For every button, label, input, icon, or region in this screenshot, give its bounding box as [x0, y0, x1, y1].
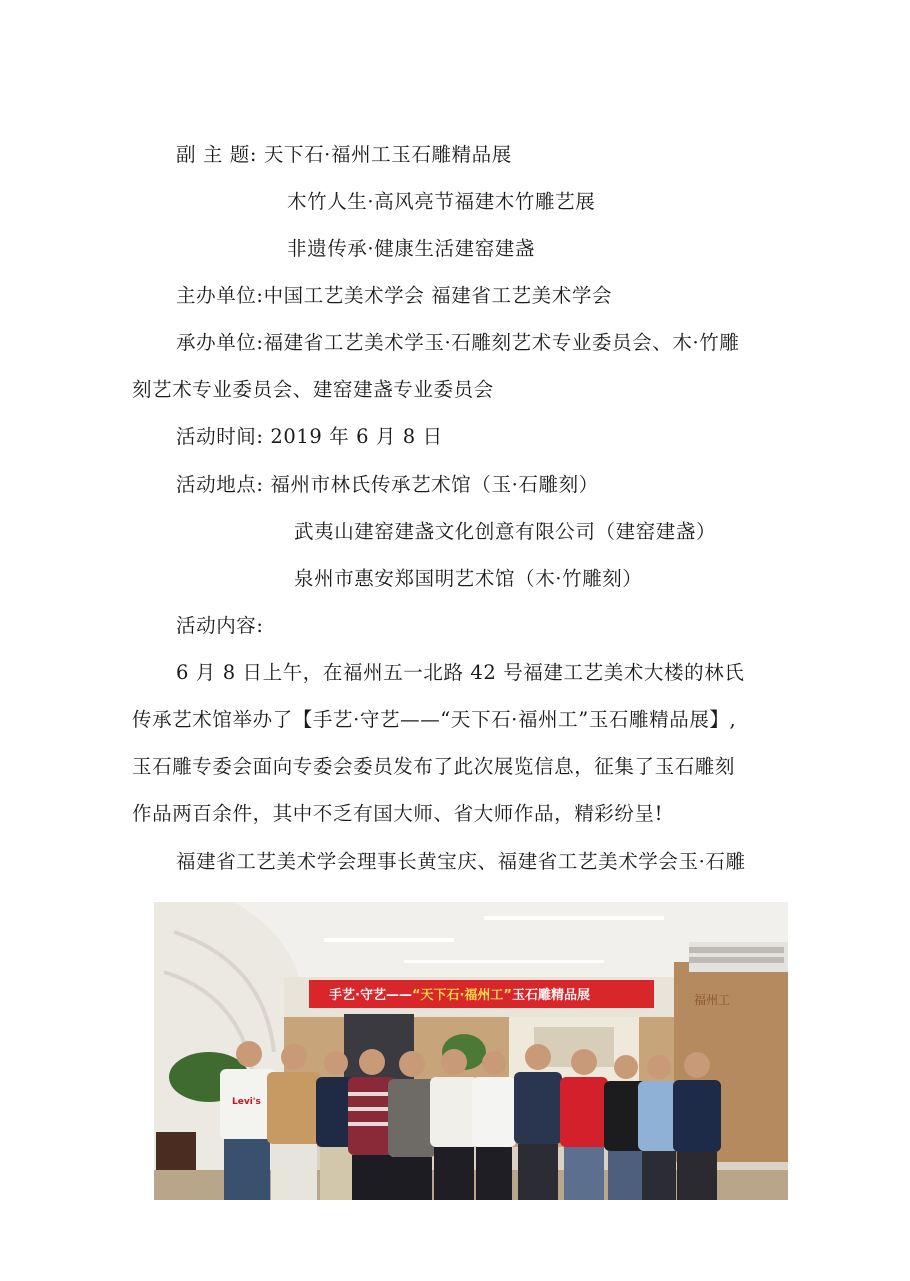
- body-line-1: 6 月 8 日上午，在福州五一北路 42 号福建工艺美术大楼的林氏: [176, 661, 745, 684]
- venue-line-1: 活动地点: 福州市林氏传承艺术馆（玉·石雕刻）: [176, 473, 599, 496]
- body-line-4: 作品两百余件，其中不乏有国大师、省大师作品，精彩纷呈!: [132, 802, 664, 825]
- banner-quote: “天下石·福州工”: [411, 988, 512, 1003]
- banner-suffix: 玉石雕精品展: [511, 988, 590, 1003]
- subtitle-line-3: 非遗传承·健康生活建窑建盏: [287, 237, 535, 260]
- shirt-logo: Levi's: [232, 1097, 261, 1107]
- body-line-2: 传承艺术馆举办了【手艺·守艺——“天下石·福州工”玉石雕精品展】,: [132, 708, 737, 731]
- body-line-3: 玉石雕专委会面向专委会委员发布了此次展览信息，征集了玉石雕刻: [132, 755, 736, 778]
- banner-text: [329, 987, 590, 1003]
- sign-text: 福州工: [694, 993, 731, 1007]
- banner-prefix: 手艺·守艺——: [329, 988, 412, 1003]
- content-heading: 活动内容:: [176, 614, 264, 637]
- body-line-5: 福建省工艺美术学会理事长黄宝庆、福建省工艺美术学会玉·石雕: [176, 850, 746, 873]
- venue-line-2: 武夷山建窑建盏文化创意有限公司（建窑建盏）: [294, 520, 717, 543]
- group-photo: [154, 902, 788, 1200]
- organizer-line: 主办单位:中国工艺美术学会 福建省工艺美术学会: [176, 284, 613, 307]
- event-time-line: 活动时间: 2019 年 6 月 8 日: [176, 425, 443, 448]
- venue-line-3: 泉州市惠安郑国明艺术馆（木·竹雕刻）: [294, 567, 643, 590]
- subtitle-line-2: 木竹人生·高风亮节福建木竹雕艺展: [287, 190, 596, 213]
- subtitle-line-1: 副 主 题: 天下石·福州工玉石雕精品展: [176, 143, 512, 166]
- co-organizer-line-2: 刻艺术专业委员会、建窑建盏专业委员会: [132, 378, 494, 401]
- co-organizer-line-1: 承办单位:福建省工艺美术学玉·石雕刻艺术专业委员会、木·竹雕: [176, 331, 740, 354]
